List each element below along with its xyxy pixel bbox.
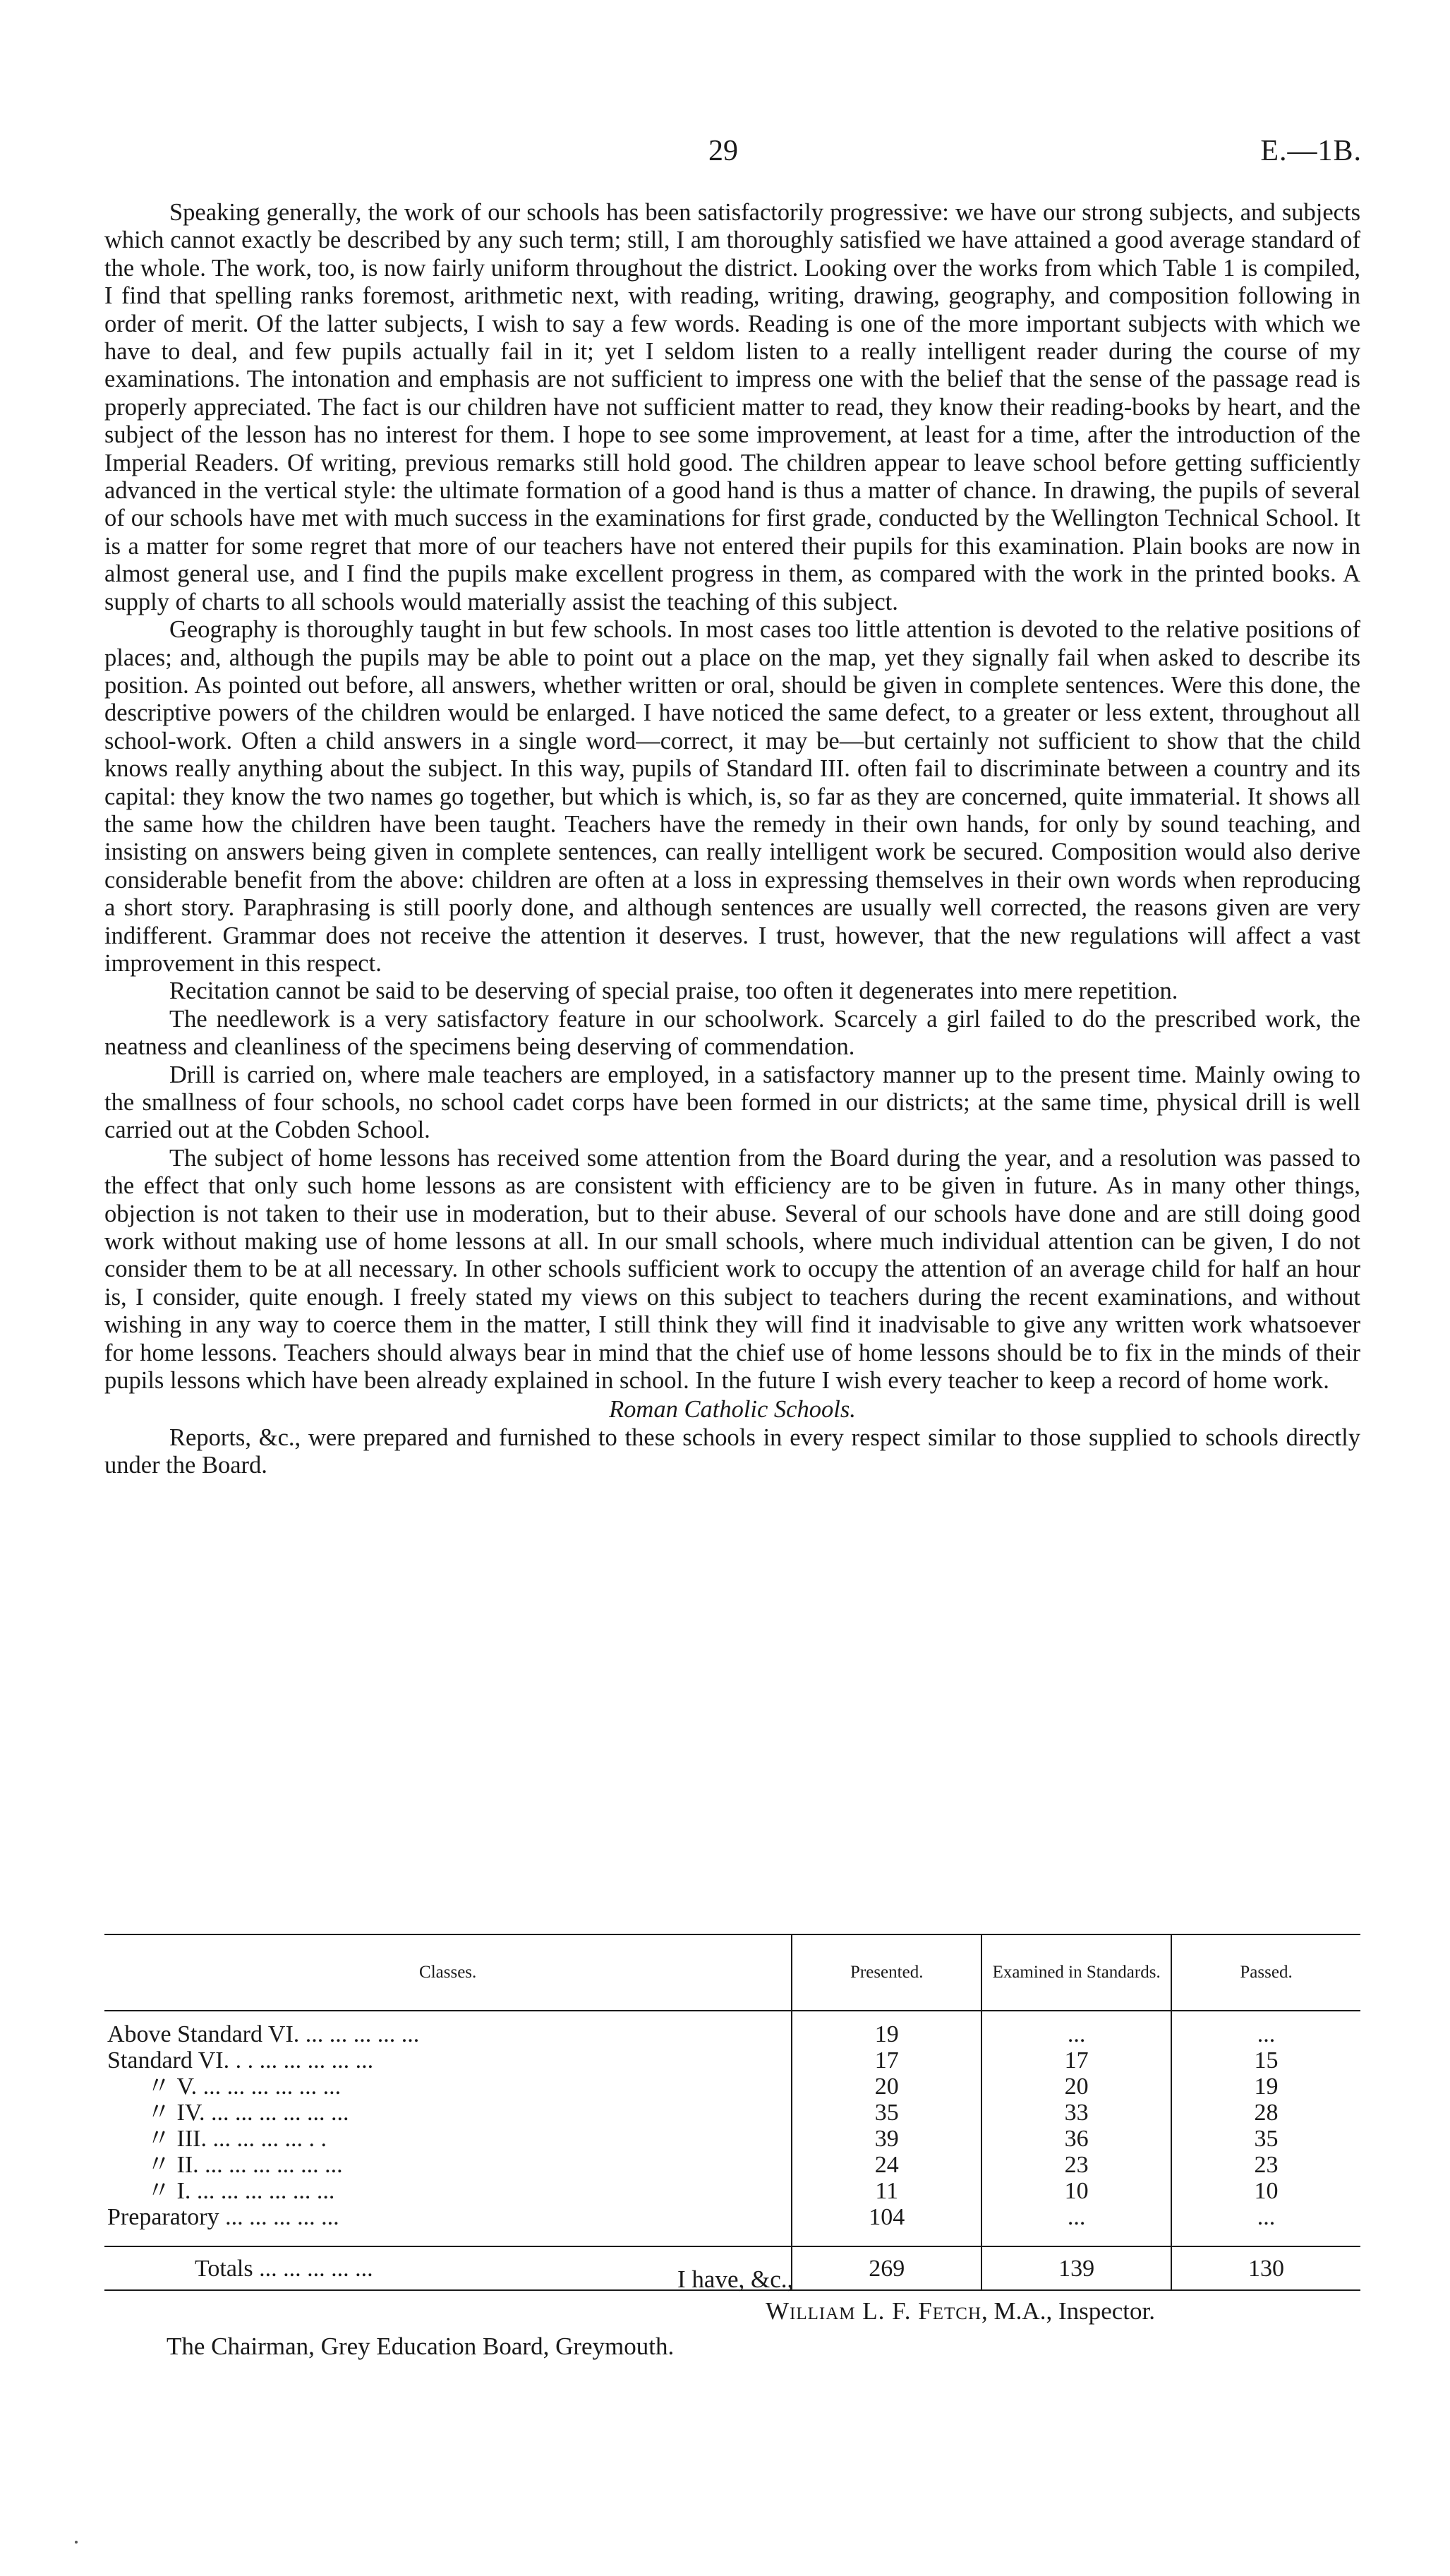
row-passed: ... <box>1171 2011 1360 2047</box>
body-text <box>104 199 1360 1480</box>
totals-examined: 139 <box>981 2246 1171 2290</box>
signature-name: William L. F. Fetch <box>766 2297 982 2325</box>
closing-salutation: I have, &c., <box>677 2265 794 2293</box>
paragraph-geography: Geography is thoroughly taught in but few schools. In most cases too little attention is devoted to the relative positions of places; and, although the pupils may be able to point out a place on the map, yet they signally fail when asked to describe its position. As pointed out before, all answers, whether written or oral, should be given in complete sentences. Were this done, the descriptive powers of the children would be enlarged. I have noticed the same defect, to a greater or less extent, throughout all school-work. Often a child answers in a single word—correct, it may be—but certainly not sufficient to show that the child knows really anything about the subject. In this way, pupils of Standard III. often fail to discriminate between a country and its capital: they know the two names go together, but which is which, is, so far as they are concerned, quite immaterial. It shows all the same how the children have been taught. Teachers have the remedy in their own hands, for only by sound teaching, and insisting on answers being given in complete sentences, can really intelligent work be secured. Composition would also derive considerable benefit from the above: children are often at a loss in expressing themselves in their own words when reproducing a short story. Paraphrasing is still poorly done, and although sentences are usually well corrected, the reasons given are very indifferent. Grammar does not receive the attention it deserves. I trust, however, that the new regulations will affect a vast improvement in this respect. <box>104 616 1360 977</box>
row-passed: 28 <box>1171 2100 1360 2126</box>
series-code: E.—1B. <box>1260 135 1362 167</box>
header-presented: Presented. <box>792 1934 981 2011</box>
row-examined: 17 <box>981 2047 1171 2074</box>
row-presented: 20 <box>792 2074 981 2100</box>
table-row <box>104 2100 1360 2126</box>
spacer-cell <box>981 2230 1171 2246</box>
row-examined: 10 <box>981 2178 1171 2204</box>
row-class-label: 〃 V. ... ... ... ... ... ... <box>147 2074 342 2100</box>
row-presented: 19 <box>792 2011 981 2047</box>
row-passed: 23 <box>1171 2152 1360 2178</box>
row-examined: ... <box>981 2204 1171 2230</box>
totals-passed: 130 <box>1171 2246 1360 2290</box>
row-class-label: Preparatory ... ... ... ... ... <box>107 2204 339 2230</box>
paragraph-roman-catholic: Reports, &c., were prepared and furnished to these schools in every respect similar to those supplied to schools directly under the Board. <box>104 1424 1360 1479</box>
table-row <box>104 2011 1360 2047</box>
totals-label: Totals ... ... ... ... ... <box>104 2246 792 2290</box>
row-class-label: 〃 I. ... ... ... ... ... ... <box>147 2178 335 2204</box>
row-examined: ... <box>981 2011 1171 2047</box>
spacer-cell <box>1171 2230 1360 2246</box>
header-passed: Passed. <box>1171 1934 1360 2011</box>
row-class-label: Above Standard VI. ... ... ... ... ... <box>107 2021 420 2047</box>
paragraph-drill: Drill is carried on, where male teachers are employed, in a satisfactory manner up to the present time. Mainly owing to the smallness of four schools, no school cadet corps have been formed in our districts; at the same time, physical drill is well carried out at the Cobden School. <box>104 1061 1360 1144</box>
table-row <box>104 2152 1360 2178</box>
table-row <box>104 2074 1360 2100</box>
paragraph-home-lessons: The subject of home lessons has received some attention from the Board during the year, and a resolution was passed to the effect that only such home lessons as are consistent with efficiency are to be given in future. As in many other things, objection is not taken to their use in moderation, but to their abuse. Several of our schools have done and are still doing good work without making use of home lessons at all. In our small schools, where much individual attention can be given, I do not consider them to be at all necessary. In other schools sufficient work to occupy the attention of an average child for half an hour is, I consider, quite enough. I freely stated my views on this subject to teachers during the recent examinations, and without wishing in any way to coerce them in the matter, I still think they will find it inadvisable to give any written work whatsoever for home lessons. Teachers should always bear in mind that the chief use of home lessons should be to fix in the minds of their pupils lessons which have been already explained in school. In the future I wish every teacher to keep a record of home work. <box>104 1144 1360 1395</box>
totals-presented: 269 <box>792 2246 981 2290</box>
table-row <box>104 2126 1360 2152</box>
table-row <box>104 2204 1360 2230</box>
paragraph-general: Speaking generally, the work of our schools has been satisfactorily progressive: we have our strong subjects, and subjects which cannot exactly be described by any such term; still, I am thoroughly satisfied we have attained a good average standard of the whole. The work, too, is now fairly uniform throughout the district. Looking over the works from which Table 1 is compiled, I find that spelling ranks foremost, arithmetic next, with reading, writing, drawing, geography, and composition following in order of merit. Of the latter subjects, I wish to say a few words. Reading is one of the more important subjects with which we have to deal, and few pupils actually fail in it; yet I seldom listen to a really intelligent reader during the course of my examinations. The intonation and emphasis are not sufficient to impress one with the belief that the sense of the passage read is properly appreciated. The fact is our children have not sufficient matter to read, they know their reading-books by heart, and the subject of the lesson has no interest for them. I hope to see some improvement, at least for a time, after the introduction of the Imperial Readers. Of writing, previous remarks still hold good. The children appear to leave school before getting sufficiently advanced in the vertical style: the ultimate formation of a good hand is thus a matter of chance. In drawing, the pupils of several of our schools have met with much success in the examinations for first grade, conducted by the Wellington Technical School. It is a matter for some regret that more of our teachers have not entered their pupils for this examination. Plain books are now in almost general use, and I find the pupils make excellent progress in them, as compared with the work in the printed books. A supply of charts to all schools would materially assist the teaching of this subject. <box>104 199 1360 615</box>
row-passed: 15 <box>1171 2047 1360 2074</box>
row-examined: 33 <box>981 2100 1171 2126</box>
row-class-label: Standard VI. . . ... ... ... ... ... <box>107 2047 374 2074</box>
paragraph-recitation: Recitation cannot be said to be deserving of special praise, too often it degenerates into mere repetition. <box>169 977 1178 1005</box>
row-passed: ... <box>1171 2204 1360 2230</box>
speck-mark <box>75 2541 78 2544</box>
row-passed: 35 <box>1171 2126 1360 2152</box>
row-presented: 17 <box>792 2047 981 2074</box>
row-presented: 11 <box>792 2178 981 2204</box>
row-examined: 20 <box>981 2074 1171 2100</box>
row-presented: 24 <box>792 2152 981 2178</box>
table-row <box>104 2178 1360 2204</box>
signature-title: , M.A., Inspector. <box>981 2297 1155 2325</box>
table-row <box>104 2047 1360 2074</box>
section-heading-roman-catholic: Roman Catholic Schools. <box>609 1396 856 1424</box>
table-header-row <box>104 1934 1360 2011</box>
signature <box>766 2297 1155 2325</box>
row-class-label: 〃 IV. ... ... ... ... ... ... <box>147 2100 349 2126</box>
addressee: The Chairman, Grey Education Board, Greymouth. <box>167 2333 675 2360</box>
row-examined: 23 <box>981 2152 1171 2178</box>
page-number: 29 <box>708 135 738 167</box>
row-class-label: 〃 III. ... ... ... ... . . <box>147 2126 327 2152</box>
row-examined: 36 <box>981 2126 1171 2152</box>
spacer-cell <box>104 2230 792 2246</box>
results-table <box>104 1934 1360 2291</box>
row-passed: 10 <box>1171 2178 1360 2204</box>
spacer-cell <box>792 2230 981 2246</box>
row-presented: 35 <box>792 2100 981 2126</box>
header-classes: Classes. <box>419 1963 477 1982</box>
row-passed: 19 <box>1171 2074 1360 2100</box>
row-presented: 104 <box>792 2204 981 2230</box>
header-examined: Examined in Standards. <box>981 1934 1171 2011</box>
table-spacer-row <box>104 2230 1360 2246</box>
paragraph-needlework: The needlework is a very satisfactory feature in our schoolwork. Scarcely a girl failed to do the prescribed work, the neatness and cleanliness of the specimens being deserving of commendation. <box>104 1005 1360 1061</box>
row-presented: 39 <box>792 2126 981 2152</box>
row-class-label: 〃 II. ... ... ... ... ... ... <box>147 2152 343 2178</box>
